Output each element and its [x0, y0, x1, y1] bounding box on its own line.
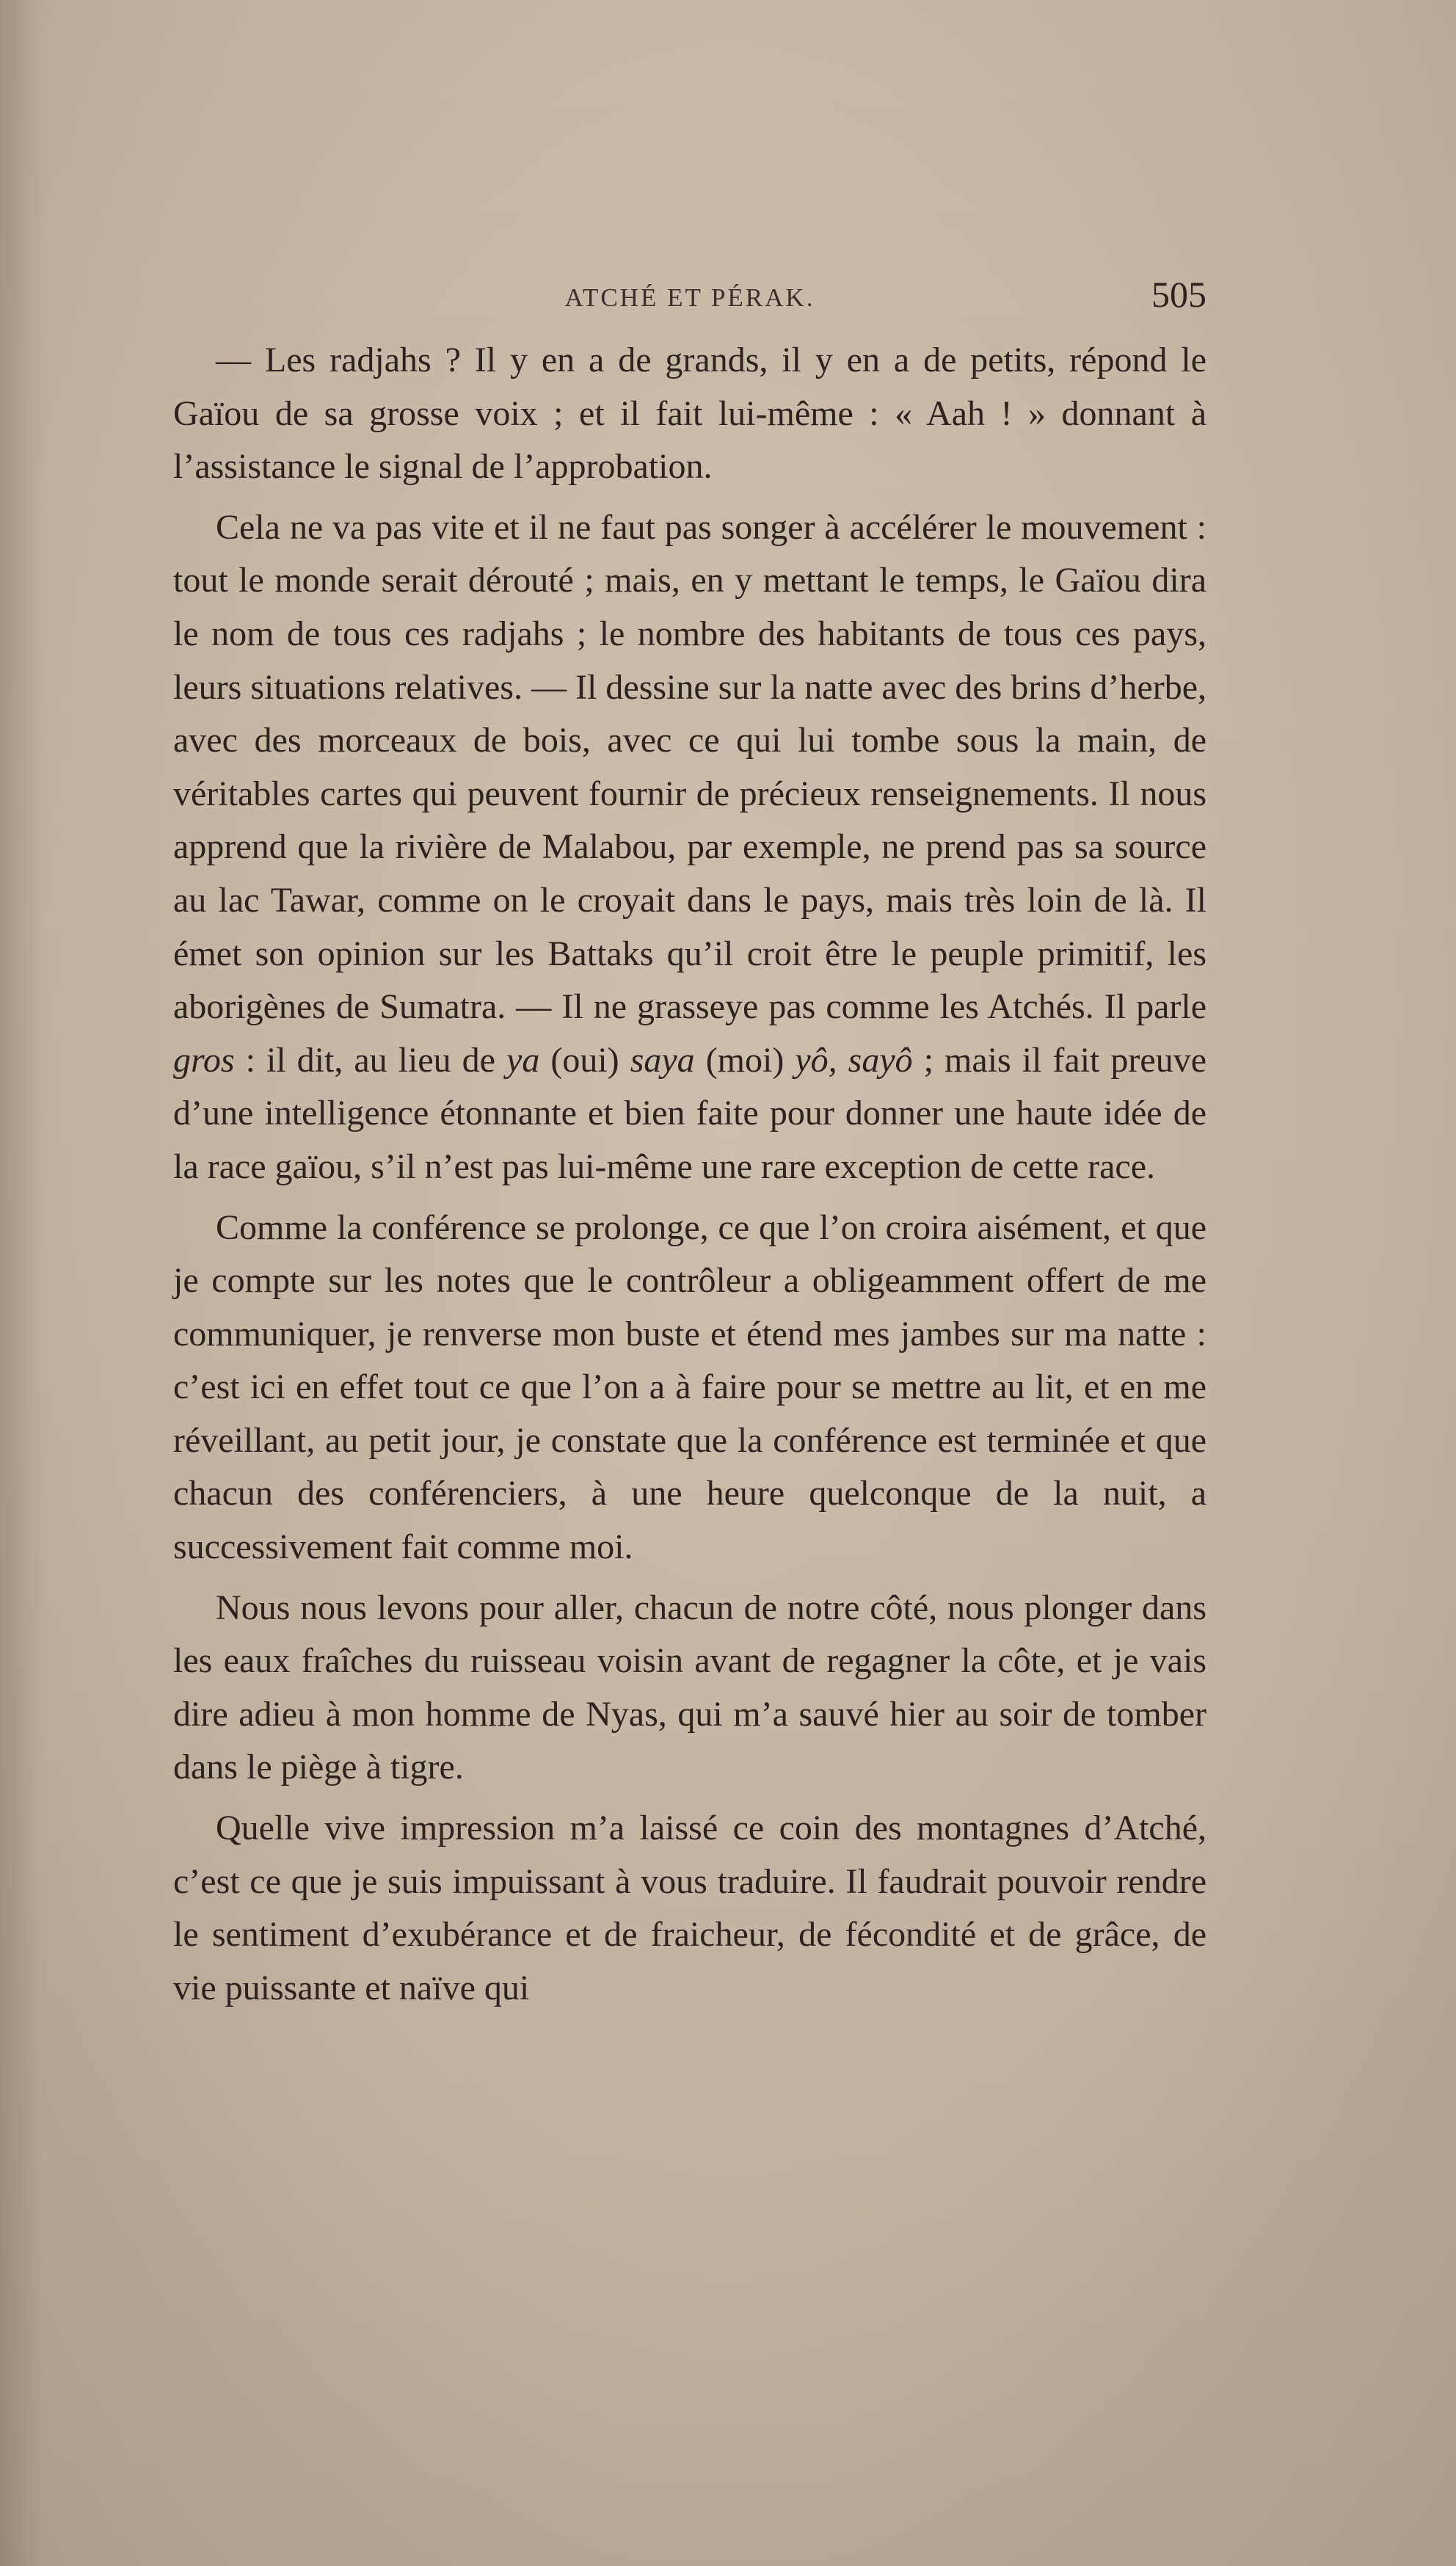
paragraph-2-text-c: (oui) [539, 1040, 630, 1080]
body-text [173, 334, 1206, 2015]
page-header [173, 273, 1206, 324]
italic-term-ya: ya [506, 1040, 540, 1080]
italic-term-yo-sayo: yô, sayô [795, 1040, 913, 1080]
paragraph-4: Nous nous levons pour aller, chacun de notre côté, nous plonger dans les eaux fraîches du ruisseau voisin avant de regagner la côte, et je vais dire adieu à mon homme de Nyas, qui m’a sauvé hier au soir de tomber dans le piège à tigre. [173, 1588, 1206, 1787]
page-number: 505 [1151, 274, 1206, 315]
running-title: ATCHÉ ET PÉRAK. [564, 283, 815, 312]
paragraph-2 [173, 501, 1206, 1194]
paragraph-1: — Les radjahs ? Il y en a de grands, il y en a de petits, répond le Gaïou de sa grosse voix ; et il fait lui-même : « Aah ! » donnant à l’assistance le signal de l’approbation. [173, 341, 1206, 487]
page-shadow [0, 0, 44, 2566]
italic-term-gros: gros [173, 1040, 235, 1080]
paragraph-2-text-b: : il dit, au lieu de [234, 1040, 507, 1080]
paragraph-2-text-d: (moi) [694, 1040, 796, 1080]
paragraph-2-text-e: ; mais il fait preuve d’une intelligence étonnante et bien faite pour donner une haute idée de la race gaïou, s’il n’est pas lui-même une rare exception de cette race. [173, 1040, 1207, 1186]
italic-term-saya: saya [630, 1040, 695, 1080]
paragraph-3: Comme la conférence se prolonge, ce que l’on croira aisément, et que je compte sur les notes que le contrôleur a obligeamment offert de me communiquer, je renverse mon buste et étend mes jambes sur ma natte : c’est ici en effet tout ce que l’on a à faire pour se mettre au lit, et en me réveillant, au petit jour, je constate que la conférence est terminée et que chacun des conférenciers, à une heure quelconque de la nuit, a successivement fait comme moi. [173, 1207, 1206, 1567]
paragraph-2-text-a: Cela ne va pas vite et il ne faut pas songer à accélérer le mouvement : tout le monde serait dérouté ; mais, en y mettant le temps, le Gaïou dira le nom de tous ces radjahs ; le nombre des habitants de tous ces pays, leurs situations relatives. — Il dessine sur la natte avec des brins d’herbe, avec des morceaux de bois, avec ce qui lui tombe sous la main, de véritables cartes qui peuvent fournir de précieux renseignements. Il nous apprend que la rivière de Malabou, par exemple, ne prend pas sa source au lac Tawar, comme on le croyait dans le pays, mais très loin de là. Il émet son opinion sur les Battaks qu’il croit être le peuple primitif, les aborigènes de Sumatra. — Il ne grasseye pas comme les Atchés. Il parle [173, 507, 1206, 1027]
paragraph-5: Quelle vive impression m’a laissé ce coin des montagnes d’Atché, c’est ce que je suis impuissant à vous traduire. Il faudrait pouvoir rendre le sentiment d’exubérance et de fraicheur, de fécondité et de grâce, de vie puissante et naïve qui [173, 1809, 1206, 2007]
